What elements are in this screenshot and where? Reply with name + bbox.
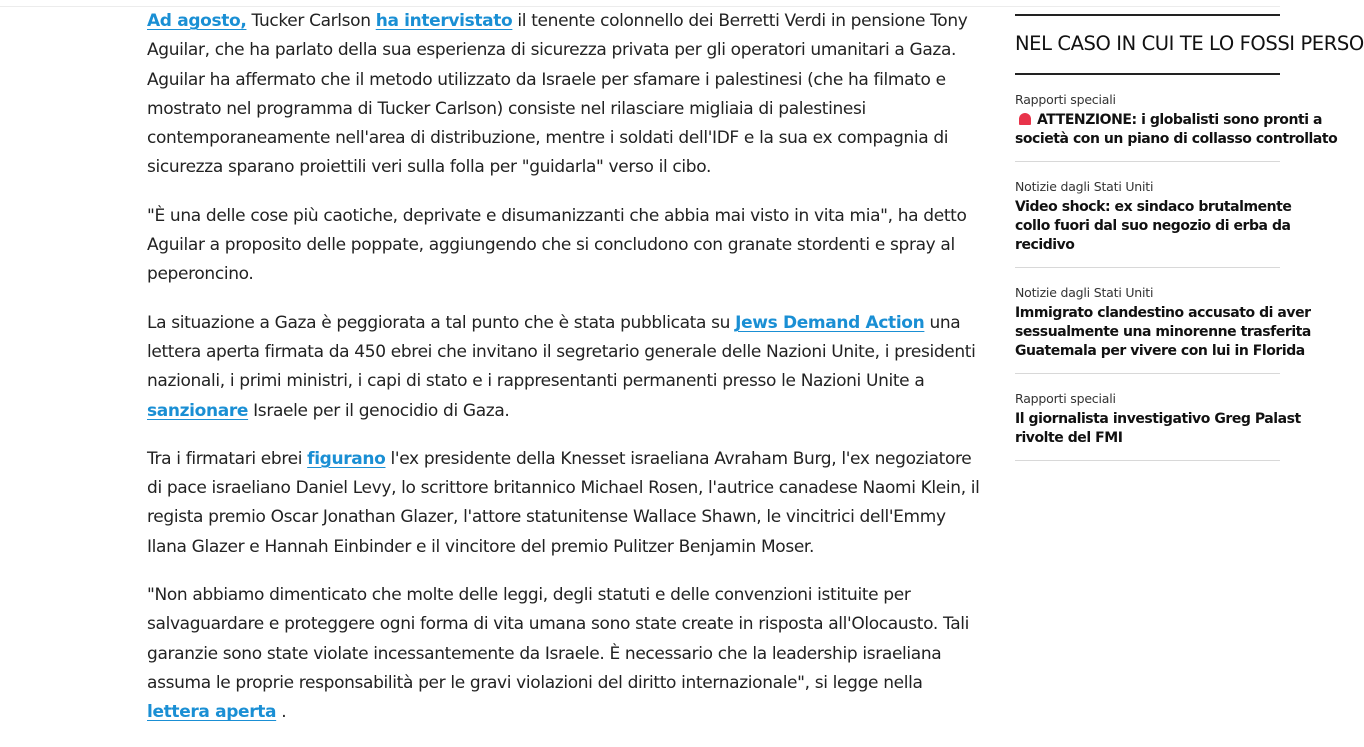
sidebar-category[interactable]: Notizie dagli Stati Uniti: [1015, 285, 1154, 300]
paragraph-text: il tenente colonnello dei Berretti Verdi in pensione Tony Aguilar, che ha parlato della sua esperienza di sicurezza privata per gli operatori umanitari a Gaza. Aguilar ha affermato che il metodo utilizzato da Israele per sfamare i palestinesi (che ha filmato e mostrato nel programma di Tucker Carlson) consiste nel rilasciare migliaia di palestinesi contemporaneamente nell'area di distribuzione, mentre i soldati dell'IDF e la sua ex compagnia di sicurezza sparano proiettili veri sulla folla per "guidarla" verso il cibo.: [147, 11, 968, 178]
article-body: [147, 7, 982, 747]
sidebar-category[interactable]: Rapporti speciali: [1015, 391, 1116, 406]
link-jews-demand-action[interactable]: Jews Demand Action: [735, 312, 925, 333]
paragraph-text: "È una delle cose più caotiche, deprivate e disumanizzanti che abbia mai visto in vita mia", ha detto Aguilar a proposito delle poppate, aggiungendo che si concludono con granate stordenti e spray al peperoncino.: [147, 205, 967, 285]
sidebar-headline[interactable]: [1015, 198, 1292, 255]
paragraph-2: [147, 202, 982, 290]
sidebar-news-item[interactable]: [1015, 75, 1338, 162]
siren-icon: [1019, 113, 1031, 125]
paragraph-text: l'ex presidente della Knesset israeliana Avraham Burg, l'ex negoziatore di pace israeliano Daniel Levy, lo scrittore britannico Michael Rosen, l'autrice canadese Naomi Klein, il regista premio Oscar Jonathan Glazer, l'attore statunitense Wallace Shawn, le vincitrici dell'Emmy Ilana Glazer e Hannah Einbinder e il vincitore del premio Pulitzer Benjamin Moser.: [147, 448, 980, 557]
paragraph-1: [147, 7, 982, 183]
paragraph-text: .: [276, 702, 287, 723]
headline-line: collo fuori dal suo negozio di erba da: [1015, 218, 1291, 234]
sidebar-news-item[interactable]: [1015, 374, 1301, 461]
link-ad-agosto[interactable]: Ad agosto,: [147, 11, 247, 31]
headline-line: Immigrato clandestino accusato di aver: [1015, 305, 1311, 321]
sidebar-title: NEL CASO IN CUI TE LO FOSSI PERSO: [1015, 14, 1280, 75]
sidebar: [1015, 14, 1364, 461]
paragraph-text: Tucker Carlson: [246, 11, 376, 31]
paragraph-text: una lettera aperta firmata da 450 ebrei che invitano il segretario generale delle Nazioni Unite, i presidenti nazionali, i primi ministri, i capi di stato e i rappresentanti permanenti presso le Nazioni Unite a: [147, 312, 976, 392]
sidebar-headline[interactable]: [1015, 111, 1338, 149]
sidebar-news-item[interactable]: [1015, 268, 1311, 374]
sidebar-category[interactable]: Notizie dagli Stati Uniti: [1015, 179, 1154, 194]
paragraph-3: [147, 309, 982, 426]
headline-line: società con un piano di collasso controllato: [1015, 131, 1338, 147]
headline-line: Video shock: ex sindaco brutalmente: [1015, 199, 1292, 215]
link-lettera-aperta[interactable]: lettera aperta: [147, 702, 277, 723]
headline-line: Guatemala per vivere con lui in Florida: [1015, 343, 1305, 359]
headline-line: sessualmente una minorenne trasferita: [1015, 324, 1311, 340]
headline-line: Il giornalista investigativo Greg Palast: [1015, 411, 1301, 427]
link-figurano[interactable]: figurano: [307, 448, 386, 469]
headline-line: ATTENZIONE: i globalisti sono pronti a: [1037, 112, 1322, 128]
paragraph-text: Tra i firmatari ebrei: [147, 448, 308, 469]
headline-line: recidivo: [1015, 237, 1075, 253]
paragraph-4: [147, 445, 982, 562]
paragraph-text: La situazione a Gaza è peggiorata a tal punto che è stata pubblicata su: [147, 312, 736, 333]
link-ha-intervistato[interactable]: ha intervistato: [375, 11, 513, 31]
headline-line: rivolte del FMI: [1015, 430, 1123, 446]
sidebar-headline[interactable]: [1015, 410, 1301, 448]
sidebar-headline[interactable]: [1015, 304, 1311, 361]
sidebar-category[interactable]: Rapporti speciali: [1015, 92, 1116, 107]
paragraph-5: [147, 581, 982, 727]
sidebar-news-item[interactable]: [1015, 162, 1292, 268]
paragraph-text: Israele per il genocidio di Gaza.: [248, 400, 510, 421]
link-sanzionare[interactable]: sanzionare: [147, 400, 249, 421]
paragraph-text: "Non abbiamo dimenticato che molte delle leggi, degli statuti e delle convenzioni istituite per salvaguardare e proteggere ogni forma di vita umana sono state create in risposta all'Olocausto. Tali garanzie sono state violate incessantemente da Israele. È necessario che la leadership israeliana assuma le proprie responsabilità per le gravi violazioni del diritto internazionale", si legge nella: [147, 585, 970, 693]
